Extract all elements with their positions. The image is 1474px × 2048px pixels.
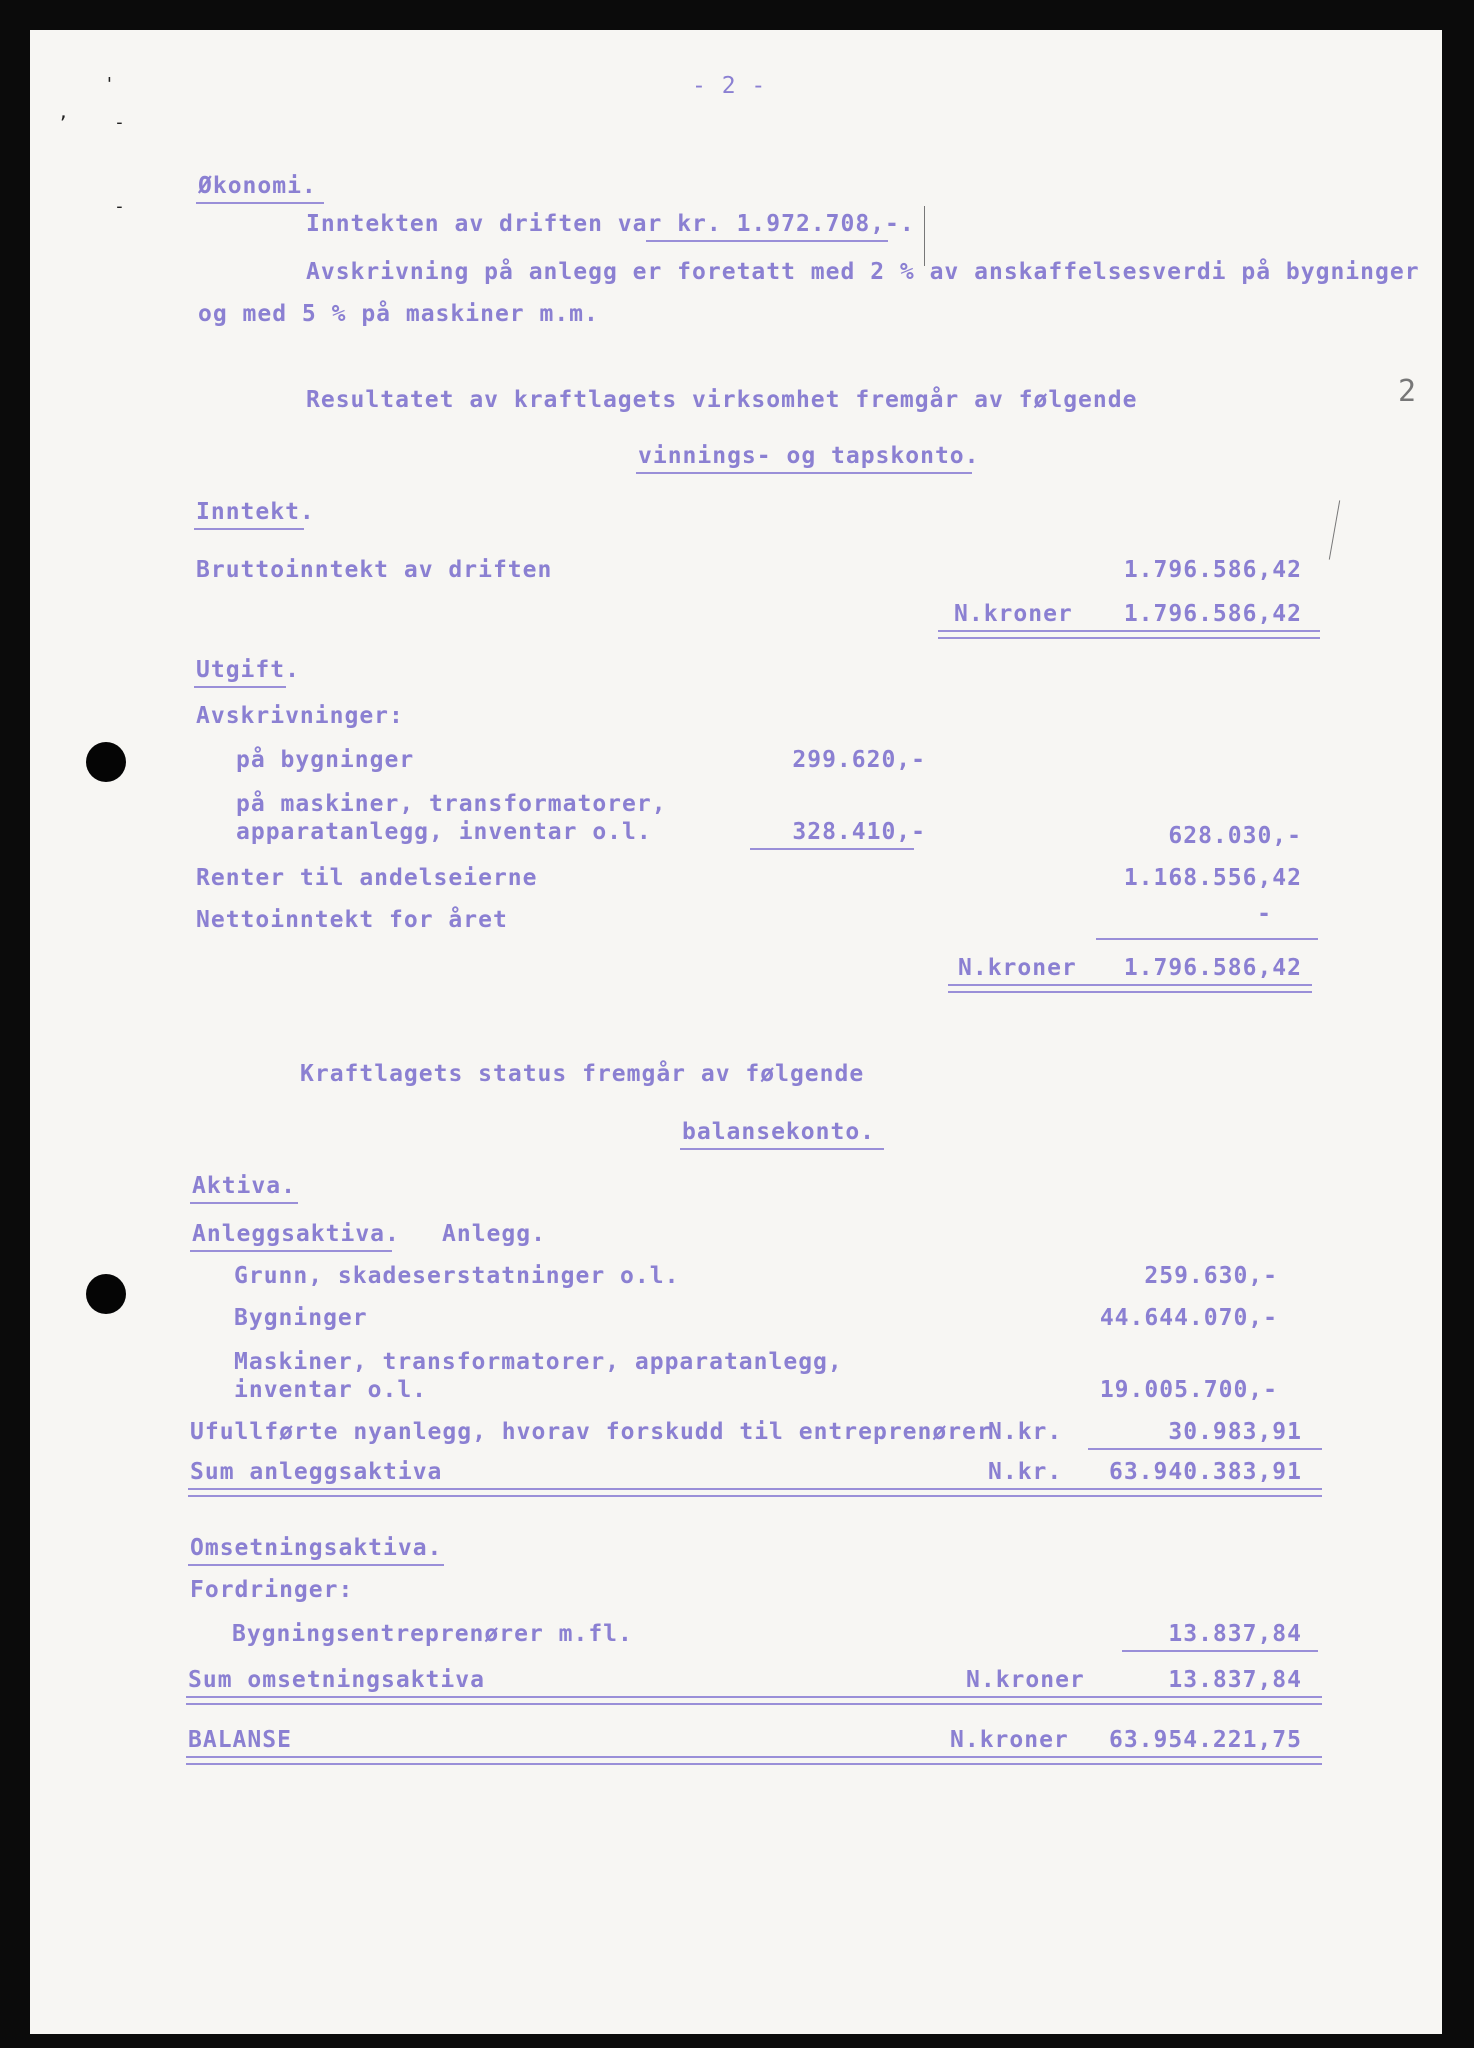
balance-currency: N.kroner: [950, 1727, 1069, 1753]
expense-row-label: Nettoinntekt for året: [196, 907, 508, 933]
subtotal-underline: [750, 848, 914, 850]
income-row-amount: 1.796.586,42: [1123, 557, 1302, 583]
fixed-assets-subheading: Anlegg.: [442, 1221, 546, 1247]
assets-heading: Aktiva.: [192, 1173, 296, 1199]
margin-mark: ,: [58, 102, 69, 123]
asset-row-label: Bygninger: [234, 1305, 368, 1331]
status-title: balansekonto.: [682, 1119, 876, 1145]
receivables-heading: Fordringer:: [190, 1577, 354, 1603]
balance-label: BALANSE: [188, 1727, 292, 1753]
heading-underline: [196, 202, 324, 204]
current-sum-amount: 13.837,84: [1168, 1667, 1302, 1693]
current-assets-heading: Omsetningsaktiva.: [190, 1535, 443, 1561]
asset-row-label: Maskiner, transformatorer, apparatanlegg,: [234, 1349, 843, 1375]
expense-row-amount: 628.030,-: [1168, 823, 1302, 849]
current-sum-label: Sum omsetningsaktiva: [188, 1667, 485, 1693]
asset-row-amount: 44.644.070,-: [1099, 1305, 1278, 1331]
pen-stroke: [1329, 500, 1340, 559]
heading-underline: [190, 1202, 298, 1204]
punch-hole-top: [86, 742, 126, 782]
result-intro: Resultatet av kraftlagets virksomhet fremgår av følgende: [306, 387, 1138, 413]
heading-underline: [194, 686, 286, 688]
subtotal-underline: [1122, 1650, 1318, 1652]
margin-note: 2: [1398, 374, 1418, 409]
heading-underline: [190, 1250, 392, 1252]
unfinished-amount: 30.983,91: [1168, 1419, 1302, 1445]
fixed-sum-label: Sum anleggsaktiva: [190, 1459, 443, 1485]
income-amount: kr. 1.972.708,-.: [677, 211, 915, 237]
expense-total-amount: 1.796.586,42: [1123, 955, 1302, 981]
status-intro: Kraftlagets status fremgår av følgende: [300, 1061, 865, 1087]
asset-row-amount: 259.630,-: [1144, 1263, 1278, 1289]
subtotal-underline: [1096, 938, 1318, 940]
receivable-label: Bygningsentreprenører m.fl.: [232, 1621, 633, 1647]
document-page: [30, 30, 1442, 2034]
balance-amount: 63.954.221,75: [1108, 1727, 1302, 1753]
pen-stroke: [924, 206, 925, 266]
receivable-amount: 13.837,84: [1168, 1621, 1302, 1647]
margin-mark: -: [114, 112, 125, 133]
total-double-underline: [186, 1696, 1322, 1705]
expense-row-label: apparatanlegg, inventar o.l.: [236, 819, 652, 845]
total-double-underline: [948, 984, 1312, 993]
margin-mark: -: [114, 196, 125, 217]
total-double-underline: [188, 1488, 1322, 1497]
unfinished-currency: N.kr.: [988, 1419, 1063, 1445]
intro-line-prefix: Inntekten av driften var: [306, 211, 678, 237]
result-title: vinnings- og tapskonto.: [638, 443, 980, 469]
expense-subheading: Avskrivninger:: [196, 703, 404, 729]
expense-row-amount: -: [1257, 901, 1272, 927]
page-number: - 2 -: [692, 73, 767, 99]
income-heading: Inntekt.: [196, 499, 315, 525]
unfinished-label: Ufullførte nyanlegg, hvorav forskudd til entreprenører: [190, 1419, 992, 1445]
punch-hole-bottom: [86, 1274, 126, 1314]
intro-line: Avskrivning på anlegg er foretatt med 2 % av anskaffelsesverdi på bygninger: [306, 259, 1420, 285]
expense-heading: Utgift.: [196, 657, 300, 683]
expense-row-amount: 1.168.556,42: [1123, 865, 1302, 891]
fixed-sum-currency: N.kr.: [988, 1459, 1063, 1485]
expense-total-label: N.kroner: [958, 955, 1077, 981]
expense-row-label: på maskiner, transformatorer,: [236, 791, 667, 817]
asset-row-label: Grunn, skadeserstatninger o.l.: [234, 1263, 680, 1289]
expense-row-label: på bygninger: [236, 747, 415, 773]
section-heading: Økonomi.: [198, 173, 317, 199]
subtotal-underline: [1088, 1448, 1322, 1450]
heading-underline: [194, 528, 304, 530]
intro-line: og med 5 % på maskiner m.m.: [198, 301, 599, 327]
title-underline: [636, 472, 972, 474]
current-sum-currency: N.kroner: [966, 1667, 1085, 1693]
income-total-amount: 1.796.586,42: [1123, 601, 1302, 627]
title-underline: [680, 1148, 884, 1150]
income-total-label: N.kroner: [954, 601, 1073, 627]
fixed-sum-amount: 63.940.383,91: [1108, 1459, 1302, 1485]
heading-underline: [188, 1564, 444, 1566]
expense-row-mid: 328.410,-: [792, 819, 926, 845]
expense-row-label: Renter til andelseierne: [196, 865, 538, 891]
expense-row-mid: 299.620,-: [792, 747, 926, 773]
margin-mark: ': [104, 74, 115, 95]
asset-row-amount: 19.005.700,-: [1099, 1377, 1278, 1403]
fixed-assets-heading: Anleggsaktiva.: [192, 1221, 400, 1247]
amount-underline: [646, 240, 888, 242]
asset-row-label: inventar o.l.: [234, 1377, 428, 1403]
intro-line: [306, 210, 915, 238]
total-double-underline: [186, 1756, 1322, 1765]
total-double-underline: [938, 630, 1320, 639]
income-row-label: Bruttoinntekt av driften: [196, 557, 553, 583]
